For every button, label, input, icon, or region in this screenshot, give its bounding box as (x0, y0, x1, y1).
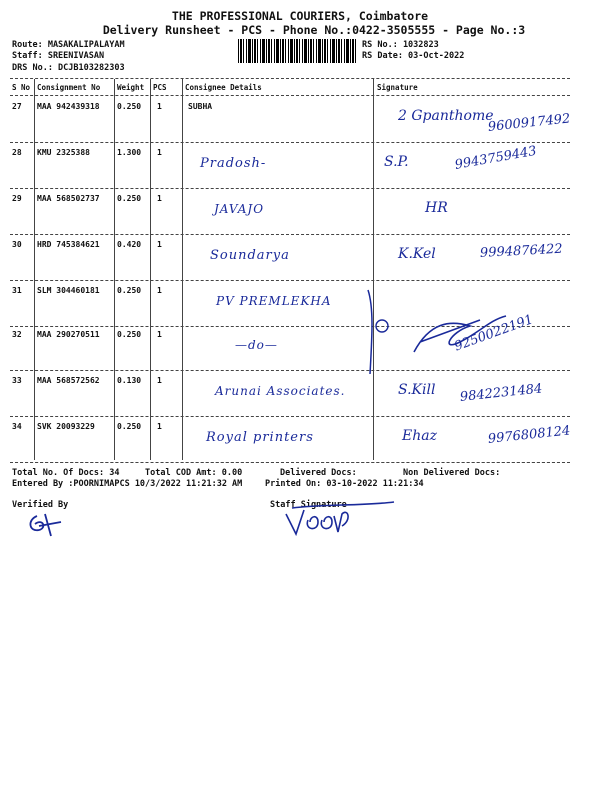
row-signature-phone: 9994876422 (479, 241, 563, 261)
company-title: THE PROFESSIONAL COURIERS, Coimbatore (171, 9, 429, 23)
row-weight: 0.250 (117, 194, 142, 203)
row-32-signature-scribble (410, 312, 510, 362)
row-signature: S.P. (384, 154, 409, 170)
col-divider (34, 79, 35, 460)
row-consignee-handwritten: PV PREMLEKHA (216, 294, 332, 308)
row-signature: K.Kel (398, 246, 436, 262)
entered-by: Entered By :POORNIMAPCS 10/3/2022 11:21:32 AM (12, 479, 243, 489)
row-consignee-handwritten: Pradosh- (200, 156, 267, 171)
staff: Staff: SREENIVASAN (12, 51, 105, 61)
row-signature-phone: 9943759443 (453, 143, 538, 173)
table-header-rule (10, 95, 570, 96)
row-weight: 0.420 (117, 240, 142, 249)
staff-signature (282, 500, 402, 540)
row-signature: Ehaz (402, 428, 437, 444)
col-signature: Signature (377, 83, 418, 92)
row-weight: 1.300 (117, 148, 142, 157)
row-pcs: 1 (157, 102, 162, 111)
row-divider (10, 280, 570, 281)
row-sno: 33 (12, 376, 22, 385)
route: Route: MASAKALIPALAYAM (12, 40, 125, 50)
row-consignment-no: SVK 20093229 (37, 422, 95, 431)
col-divider (150, 79, 151, 460)
row-sno: 29 (12, 194, 22, 203)
col-divider (114, 79, 115, 460)
col-pcs: PCS (153, 83, 167, 92)
row-consignee-handwritten: —do— (235, 338, 278, 352)
bracket-mark (362, 288, 392, 378)
printed-on: Printed On: 03-10-2022 11:21:34 (265, 479, 424, 489)
row-sno: 27 (12, 102, 22, 111)
row-weight: 0.250 (117, 102, 142, 111)
row-signature-phone: 9842231484 (459, 381, 544, 405)
staff-signature-label: Staff Signature (270, 500, 347, 510)
row-divider (10, 188, 570, 189)
runsheet-subtitle: Delivery Runsheet - PCS - Phone No.:0422-3505555 - Page No.:3 (102, 23, 526, 37)
col-divider (182, 79, 183, 460)
row-consignment-no: SLM 304460181 (37, 286, 100, 295)
row-divider (10, 416, 570, 417)
row-signature-phone: 9600917492 (487, 111, 572, 135)
row-consignee-handwritten: Soundarya (210, 248, 290, 263)
row-signature-phone: 9250022191 (452, 312, 536, 355)
row-signature: HR (425, 200, 448, 216)
row-pcs: 1 (157, 194, 162, 203)
row-pcs: 1 (157, 422, 162, 431)
row-divider (10, 234, 570, 235)
row-weight: 0.250 (117, 330, 142, 339)
row-pcs: 1 (157, 376, 162, 385)
row-consignment-no: MAA 568572562 (37, 376, 100, 385)
row-consignment-no: MAA 942439318 (37, 102, 100, 111)
row-sno: 30 (12, 240, 22, 249)
row-sno: 34 (12, 422, 22, 431)
row-pcs: 1 (157, 148, 162, 157)
row-sno: 31 (12, 286, 22, 295)
row-pcs: 1 (157, 286, 162, 295)
row-consignment-no: MAA 568502737 (37, 194, 100, 203)
rs-number: RS No.: 1032823 (362, 40, 439, 50)
total-docs: Total No. Of Docs: 34 (12, 468, 120, 478)
row-signature: S.Kill (398, 382, 436, 398)
row-sno: 32 (12, 330, 22, 339)
col-divider (373, 79, 374, 460)
row-weight: 0.130 (117, 376, 142, 385)
delivered-docs: Delivered Docs: (280, 468, 357, 478)
row-pcs: 1 (157, 240, 162, 249)
total-cod: Total COD Amt: 0.00 (145, 468, 243, 478)
row-divider (10, 142, 570, 143)
row-consignee-handwritten: Royal printers (206, 430, 314, 445)
row-consignment-no: KMU 2325388 (37, 148, 90, 157)
table-bottom-rule (10, 462, 570, 463)
col-consignment: Consignment No (37, 83, 101, 92)
rs-date: RS Date: 03-Oct-2022 (362, 51, 465, 61)
row-consignee: SUBHA (188, 102, 213, 111)
row-weight: 0.250 (117, 422, 142, 431)
row-pcs: 1 (157, 330, 162, 339)
row-consignee-handwritten: Arunai Associates. (215, 384, 346, 398)
table-top-rule (10, 78, 570, 79)
row-consignment-no: MAA 290270511 (37, 330, 100, 339)
row-weight: 0.250 (117, 286, 142, 295)
barcode (238, 39, 356, 63)
row-divider (10, 370, 570, 371)
row-consignee-handwritten: JAVAJO (214, 202, 265, 216)
non-delivered-docs: Non Delivered Docs: (403, 468, 501, 478)
verified-by-label: Verified By (12, 500, 69, 510)
row-signature-phone: 9976808124 (487, 423, 572, 447)
row-sno: 28 (12, 148, 22, 157)
row-signature: 2 Gpanthome (398, 108, 494, 124)
col-consignee: Consignee Details (185, 83, 262, 92)
col-sno: S No (12, 83, 31, 92)
row-consignment-no: HRD 745384621 (37, 240, 100, 249)
verified-signature (25, 510, 75, 540)
drs-number: DRS No.: DCJB103282303 (12, 63, 125, 73)
col-weight: Weight (117, 83, 145, 92)
